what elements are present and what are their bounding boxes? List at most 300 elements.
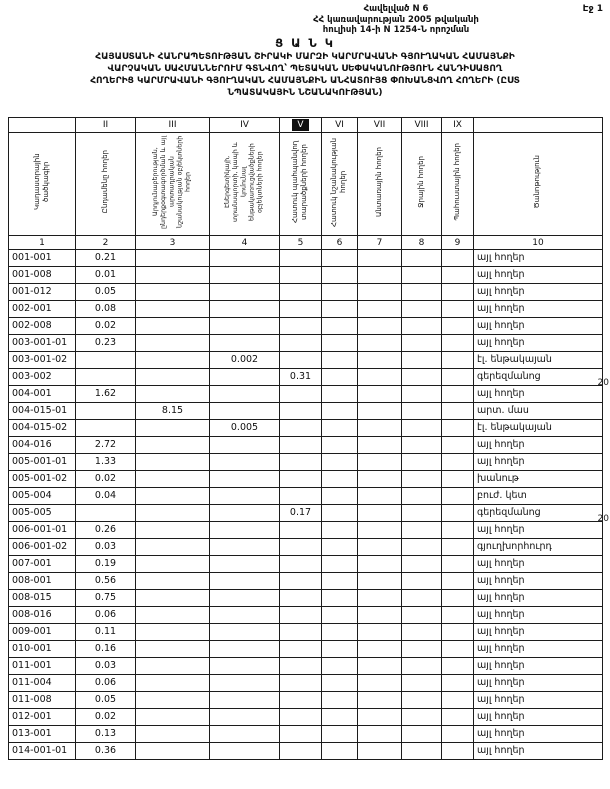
cell-value [402,318,442,335]
table-row [9,250,603,267]
cell-value [280,250,322,267]
cell-value [136,386,210,403]
cell-code: 012-001 [9,709,76,726]
cell-value [322,301,358,318]
cell-value [442,284,474,301]
table-row [9,335,603,352]
cell-note: այլ հողեր [474,692,603,709]
cell-value [442,318,474,335]
cell-value [358,607,402,624]
column-header-water-lands: Ջրային հողեր [402,133,442,236]
cell-value [442,590,474,607]
column-number: 6 [322,236,358,250]
cell-code: 006-001-01 [9,522,76,539]
cell-value [136,437,210,454]
cell-code: 002-001 [9,301,76,318]
cell-value [280,641,322,658]
page-subtitle [5,51,605,100]
cell-value [136,352,210,369]
cell-code: 003-001-01 [9,335,76,352]
cell-value [322,743,358,760]
cell-value [322,318,358,335]
cell-value [402,301,442,318]
cell-value [358,658,402,675]
cell-value [136,556,210,573]
cell-value [322,607,358,624]
cell-value [280,607,322,624]
cell-value [358,709,402,726]
cell-value [280,539,322,556]
cell-value [402,522,442,539]
cell-code: 001-001 [9,250,76,267]
cell-value [280,658,322,675]
cell-value [402,505,442,522]
cell-note: խանութ [474,471,603,488]
annex-block [296,4,496,36]
column-numeral: IV [210,118,280,133]
table-row [9,641,603,658]
cell-value [358,641,402,658]
cell-value [210,335,280,352]
column-header-forest-lands: Անտառային հողեր [358,133,402,236]
column-numeral: III [136,118,210,133]
cell-value [210,573,280,590]
cell-value [136,522,210,539]
cell-value [442,607,474,624]
cell-value [358,505,402,522]
cell-value [136,454,210,471]
cell-value [358,556,402,573]
cell-value [322,352,358,369]
cell-value [136,369,210,386]
cell-value [136,607,210,624]
cell-value [136,488,210,505]
table-row [9,624,603,641]
cell-value [402,335,442,352]
column-header-protected-lands: Հատուկ պահպանվող տարածքների հողեր [280,133,322,236]
table-row [9,420,603,437]
cell-code: 004-001 [9,386,76,403]
table-row [9,692,603,709]
cell-value [442,641,474,658]
cell-value: 0.05 [76,692,136,709]
cell-value [442,335,474,352]
cell-note: այլ հողեր [474,726,603,743]
cell-value [210,692,280,709]
cell-value [402,556,442,573]
cell-value [358,692,402,709]
cell-value [136,590,210,607]
cell-value [402,420,442,437]
table-row [9,386,603,403]
cell-value [358,624,402,641]
table-row [9,301,603,318]
cell-value [210,624,280,641]
cell-value [442,420,474,437]
cell-note: էլ. ենթակայան [474,420,603,437]
cell-value: 0.19 [76,556,136,573]
cell-value [322,556,358,573]
cell-value: 0.36 [76,743,136,760]
column-numeral: VI [322,118,358,133]
cell-value [210,505,280,522]
table-row [9,437,603,454]
column-number: 4 [210,236,280,250]
column-header-industrial-lands: Արդյունաբերության, ընդերքօգտագործման և այլ արտադրական նշանակության օբյեկտների հողեր [136,133,210,236]
cell-note: այլ հողեր [474,641,603,658]
cell-value [322,420,358,437]
cell-value: 2.72 [76,437,136,454]
cell-value [358,437,402,454]
cell-value [76,352,136,369]
cell-value [442,454,474,471]
cell-value [322,471,358,488]
cell-value [402,267,442,284]
cell-code: 004-015-01 [9,403,76,420]
cell-value [322,267,358,284]
cell-code: 008-015 [9,590,76,607]
cell-value [210,471,280,488]
cell-value [402,454,442,471]
cell-value [402,386,442,403]
cell-value [136,318,210,335]
cell-code: 005-005 [9,505,76,522]
page-number: Էջ 1 [582,4,603,14]
column-numeral: IX [442,118,474,133]
cell-value [402,641,442,658]
cell-code: 005-001-02 [9,471,76,488]
cell-value [210,641,280,658]
cell-value [136,539,210,556]
cell-value: 0.11 [76,624,136,641]
cell-value [402,539,442,556]
cell-value [280,267,322,284]
column-numeral [280,118,322,133]
table-row [9,369,603,386]
margin-mark: 20 [597,514,609,524]
cell-note: այլ հողեր [474,590,603,607]
cell-value [358,335,402,352]
cell-value: 0.75 [76,590,136,607]
cell-value [76,403,136,420]
cell-value: 0.04 [76,488,136,505]
cell-value [402,624,442,641]
cell-value [442,369,474,386]
cell-value [280,675,322,692]
cell-note: էլ. ենթակայան [474,352,603,369]
cell-value: 0.06 [76,675,136,692]
cell-value [136,573,210,590]
cell-value [402,743,442,760]
cell-value [136,743,210,760]
cell-value [322,488,358,505]
table-row [9,454,603,471]
cell-code: 003-001-02 [9,352,76,369]
cell-value: 0.03 [76,539,136,556]
cell-value [210,250,280,267]
cell-value [442,471,474,488]
cell-value [210,539,280,556]
column-numeral [9,118,76,133]
cell-value [358,301,402,318]
cell-value [358,267,402,284]
table-row [9,743,603,760]
cell-value [358,454,402,471]
cell-code: 010-001 [9,641,76,658]
cell-code: 005-001-01 [9,454,76,471]
cell-value [402,284,442,301]
cell-code: 008-016 [9,607,76,624]
inverted-numeral: V [292,119,308,131]
cell-value [136,641,210,658]
column-number: 3 [136,236,210,250]
cell-value [76,505,136,522]
cell-code: 004-015-02 [9,420,76,437]
page-title: Ց Ա Ն Կ [275,36,335,50]
cell-value [358,403,402,420]
cell-value [210,369,280,386]
cell-value [402,675,442,692]
cell-value [358,318,402,335]
cell-value: 0.002 [210,352,280,369]
cell-value: 0.56 [76,573,136,590]
cell-value [402,692,442,709]
cell-value [322,522,358,539]
cell-value [358,420,402,437]
cell-code: 006-001-02 [9,539,76,556]
cell-value [322,284,358,301]
cell-value [280,403,322,420]
column-header-energy-transport-lands: Էներգետիկայի, տրանսպորտի, կապի և կոմունալ ենթակառուցվածքների օբյեկտների հողեր [210,133,280,236]
cell-value: 0.26 [76,522,136,539]
cell-value: 0.005 [210,420,280,437]
table-row [9,573,603,590]
cell-value [280,573,322,590]
cell-value [402,709,442,726]
cell-value [442,539,474,556]
cell-value [136,692,210,709]
subtitle-line: ՎԱՐՉԱԿԱՆ ՍԱՀՄԱՆՆԵՐՈՒՄ ԳՏՆՎՈՂ՝ ՊԵՏԱԿԱՆ ՍԵՓԱԿԱՆՈՒԹՅՈՒՆ ՀԱՆԴԻՍԱՑՈՂ [107,64,503,75]
table-row [9,352,603,369]
cell-code: 014-001-01 [9,743,76,760]
cell-value [322,658,358,675]
cell-value [322,454,358,471]
table-row [9,471,603,488]
cell-value [322,539,358,556]
cell-value [442,743,474,760]
cell-value [322,335,358,352]
cell-note: այլ հողեր [474,624,603,641]
cell-value [136,505,210,522]
cell-value [442,573,474,590]
column-number: 2 [76,236,136,250]
cell-note: այլ հողեր [474,437,603,454]
cell-value [76,420,136,437]
cell-value [136,624,210,641]
cell-value [280,726,322,743]
cell-value [280,590,322,607]
cell-value [136,420,210,437]
cell-value [358,590,402,607]
cell-value [442,437,474,454]
cell-value [280,284,322,301]
cell-value [402,573,442,590]
cell-value [280,522,322,539]
cell-value [136,250,210,267]
cell-note: բուժ. կետ [474,488,603,505]
cell-note: այլ հողեր [474,607,603,624]
table-row [9,709,603,726]
cell-value [442,250,474,267]
column-header-total-lands: Ընդամենը հողեր [76,133,136,236]
cell-value [210,318,280,335]
annex-line: Հավելված N 6 [363,4,429,14]
cell-note: այլ հողեր [474,675,603,692]
cell-value [210,284,280,301]
subtitle-line: ՀՈՂԵՐԻՑ ԿԱՐՄՐԱՎԱՆԻ ԳՅՈՒՂԱԿԱՆ ՀԱՄԱՅՆՔԻՆ ԱՆՀԱՏՈՒՅՑ ՓՈԽԱՆՑՎՈՂ ՀՈՂԵՐԻ (ԸՍՏ [90,76,520,87]
cell-value [358,522,402,539]
cell-note: այլ հողեր [474,284,603,301]
cell-note: այլ հողեր [474,250,603,267]
cell-note: այլ հողեր [474,386,603,403]
vertical-headers-row [9,133,603,236]
cell-value [322,437,358,454]
cell-value [210,522,280,539]
column-numeral: II [76,118,136,133]
numerals-row [9,118,603,133]
cell-note: գերեզմանոց [474,505,603,522]
cell-value [402,369,442,386]
column-numeral: VIII [402,118,442,133]
cell-value [442,675,474,692]
cell-value [280,624,322,641]
cell-value [358,471,402,488]
cell-value [280,420,322,437]
table-row [9,726,603,743]
column-number: 9 [442,236,474,250]
cell-value: 1.62 [76,386,136,403]
cell-value [402,403,442,420]
cell-value [358,352,402,369]
cell-value [210,556,280,573]
cell-note: այլ հողեր [474,658,603,675]
cell-value [442,267,474,284]
cell-value: 0.08 [76,301,136,318]
cell-value [358,250,402,267]
cell-value [280,335,322,352]
cell-value: 0.05 [76,284,136,301]
cell-note: արտ. մաս [474,403,603,420]
cell-value: 0.02 [76,709,136,726]
cell-value [280,692,322,709]
cell-value [210,403,280,420]
cell-note: այլ հողեր [474,743,603,760]
cell-value [280,301,322,318]
cell-note: այլ հողեր [474,335,603,352]
cell-value: 8.15 [136,403,210,420]
column-numeral [474,118,603,133]
table-row [9,675,603,692]
cell-code: 001-008 [9,267,76,284]
cell-value: 0.02 [76,471,136,488]
cell-value [280,743,322,760]
cell-code: 002-008 [9,318,76,335]
cell-value [280,488,322,505]
cell-value [322,403,358,420]
cell-value: 0.13 [76,726,136,743]
column-number: 1 [9,236,76,250]
subtitle-line: ՀԱՅԱՍՏԱՆԻ ՀԱՆՐԱՊԵՏՈՒԹՅԱՆ ՇԻՐԱԿԻ ՄԱՐԶԻ ԿԱՐՄՐԱՎԱՆԻ ԳՅՈՒՂԱԿԱՆ ՀԱՄԱՅՆՔԻ [95,52,515,62]
cell-value [358,573,402,590]
cell-value [210,386,280,403]
subtitle-line: ՆՊԱՏԱԿԱՅԻՆ ՆՇԱՆԱԿՈՒԹՅԱՆ) [227,88,383,99]
cell-value: 0.31 [280,369,322,386]
table-body [9,250,603,760]
cell-value [322,590,358,607]
cell-value [442,403,474,420]
cell-value: 0.17 [280,505,322,522]
cell-value [210,437,280,454]
cell-value [210,709,280,726]
cell-value [322,641,358,658]
cell-value [402,726,442,743]
cell-value [322,386,358,403]
table-row [9,658,603,675]
cell-note: այլ հողեր [474,318,603,335]
cell-value [322,250,358,267]
cell-note: գյուղխորհուրդ [474,539,603,556]
cell-value [136,301,210,318]
cell-value [210,267,280,284]
column-number: 8 [402,236,442,250]
cell-note: այլ հողեր [474,556,603,573]
cell-value [358,539,402,556]
cell-value [280,386,322,403]
cell-value [280,556,322,573]
cell-value [210,726,280,743]
cell-value [402,437,442,454]
table-row [9,539,603,556]
cell-value [358,488,402,505]
cell-value [442,522,474,539]
cell-note: այլ հողեր [474,709,603,726]
cell-value [210,301,280,318]
cell-value [442,505,474,522]
cell-value [210,607,280,624]
cell-value [280,454,322,471]
cell-value: 0.02 [76,318,136,335]
cell-code: 004-016 [9,437,76,454]
cell-note: այլ հողեր [474,454,603,471]
cell-value [402,607,442,624]
cell-value [442,692,474,709]
cell-code: 003-002 [9,369,76,386]
cell-value [136,726,210,743]
cell-code: 008-001 [9,573,76,590]
cell-value: 0.01 [76,267,136,284]
cell-value [358,726,402,743]
column-number: 5 [280,236,322,250]
cell-value [136,709,210,726]
cell-value [442,301,474,318]
margin-mark: 20 [597,378,609,388]
cell-value [358,369,402,386]
cell-value: 0.16 [76,641,136,658]
table-row [9,522,603,539]
column-number: 7 [358,236,402,250]
cell-value [136,675,210,692]
cell-code: 009-001 [9,624,76,641]
